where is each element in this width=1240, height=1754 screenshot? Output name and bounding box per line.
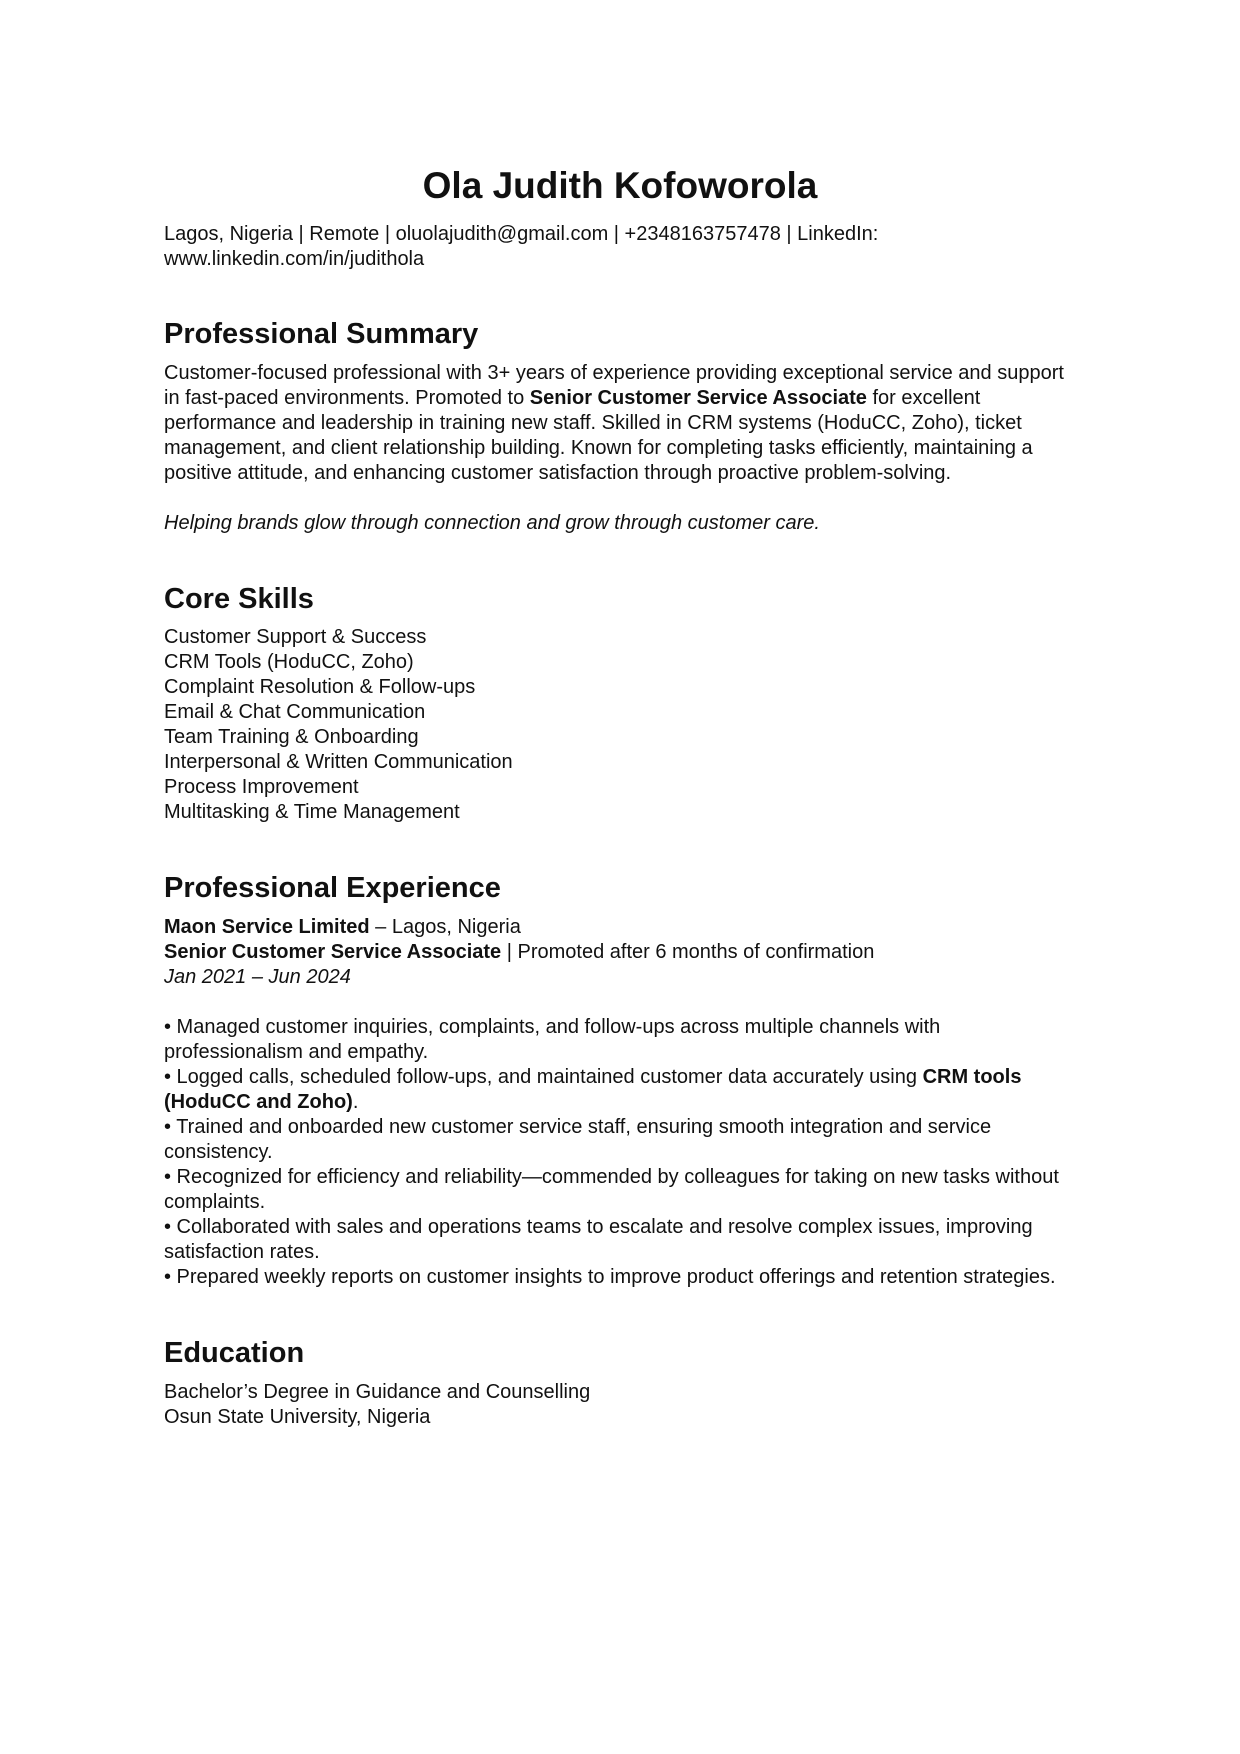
candidate-name: Ola Judith Kofoworola <box>422 165 818 206</box>
skill-item: Team Training & Onboarding <box>164 726 419 748</box>
school: Osun State University, Nigeria <box>164 1406 431 1428</box>
employer-line <box>164 915 1084 940</box>
promotion-note: | Promoted after 6 months of confirmation <box>501 941 875 963</box>
summary-text <box>164 361 1084 486</box>
summary-text-start: Customer-focused professional with 3+ years of experience providing exceptional service and support in fast-paced environments. Promoted to <box>164 362 1064 409</box>
skills-list <box>164 625 1084 825</box>
contact-line: Lagos, Nigeria | Remote | oluolajudith@gmail.com | +2348163757478 | LinkedIn: <box>164 223 879 245</box>
experience-bullet: • Recognized for efficiency and reliability—commended by colleagues for taking on new tasks without complaints. <box>164 1166 1059 1213</box>
crm-tools-highlight: CRM tools (HoduCC and Zoho) <box>164 1066 1022 1113</box>
experience-bullet: • Trained and onboarded new customer service staff, ensuring smooth integration and service consistency. <box>164 1116 992 1163</box>
skills-heading: Core Skills <box>164 583 314 615</box>
skill-item: Email & Chat Communication <box>164 701 426 723</box>
company-location: – Lagos, Nigeria <box>369 916 521 938</box>
summary-tagline: Helping brands glow through connection and grow through customer care. <box>164 512 820 534</box>
experience-bullet-crm <box>164 1065 1084 1115</box>
experience-bullet: • Managed customer inquiries, complaints, and follow-ups across multiple channels with professionalism and empathy. <box>164 1016 941 1063</box>
job-title: Senior Customer Service Associate <box>164 941 502 963</box>
linkedin-url: www.linkedin.com/in/juditholа <box>164 248 425 270</box>
skill-item: Interpersonal & Written Communication <box>164 751 513 773</box>
skill-item: CRM Tools (HoduCC, Zoho) <box>164 651 414 673</box>
education-heading: Education <box>164 1337 305 1369</box>
job-dates: Jan 2021 – Jun 2024 <box>164 966 351 988</box>
experience-bullets <box>164 1015 1084 1290</box>
crm-bullet-end: . <box>352 1091 359 1113</box>
crm-bullet-text: • Logged calls, scheduled follow-ups, and maintained customer data accurately using <box>164 1066 923 1088</box>
company-name: Maon Service Limited <box>164 916 370 938</box>
experience-bullet: • Collaborated with sales and operations teams to escalate and resolve complex issues, improving satisfaction rates. <box>164 1216 1033 1263</box>
experience-bullet: • Prepared weekly reports on customer insights to improve product offerings and retention strategies. <box>164 1266 1056 1288</box>
skill-item: Complaint Resolution & Follow-ups <box>164 676 476 698</box>
experience-heading: Professional Experience <box>164 872 501 904</box>
skill-item: Customer Support & Success <box>164 626 427 648</box>
contact-info <box>164 222 924 272</box>
summary-role-highlight: Senior Customer Service Associate <box>529 387 867 409</box>
summary-text-end: for excellent performance and leadership in training new staff. Skilled in CRM systems (HoduCC, Zoho), ticket management, and client relationship building. Known for completing tasks efficiently, maintaining a positive attitude, and enhancing customer satisfaction through proactive problem-solving. <box>164 387 1033 484</box>
degree: Bachelor’s Degree in Guidance and Counselling <box>164 1381 591 1403</box>
role-line <box>164 940 1084 965</box>
resume-content <box>164 222 1084 1430</box>
summary-heading: Professional Summary <box>164 318 479 350</box>
skill-item: Multitasking & Time Management <box>164 801 460 823</box>
skill-item: Process Improvement <box>164 776 359 798</box>
